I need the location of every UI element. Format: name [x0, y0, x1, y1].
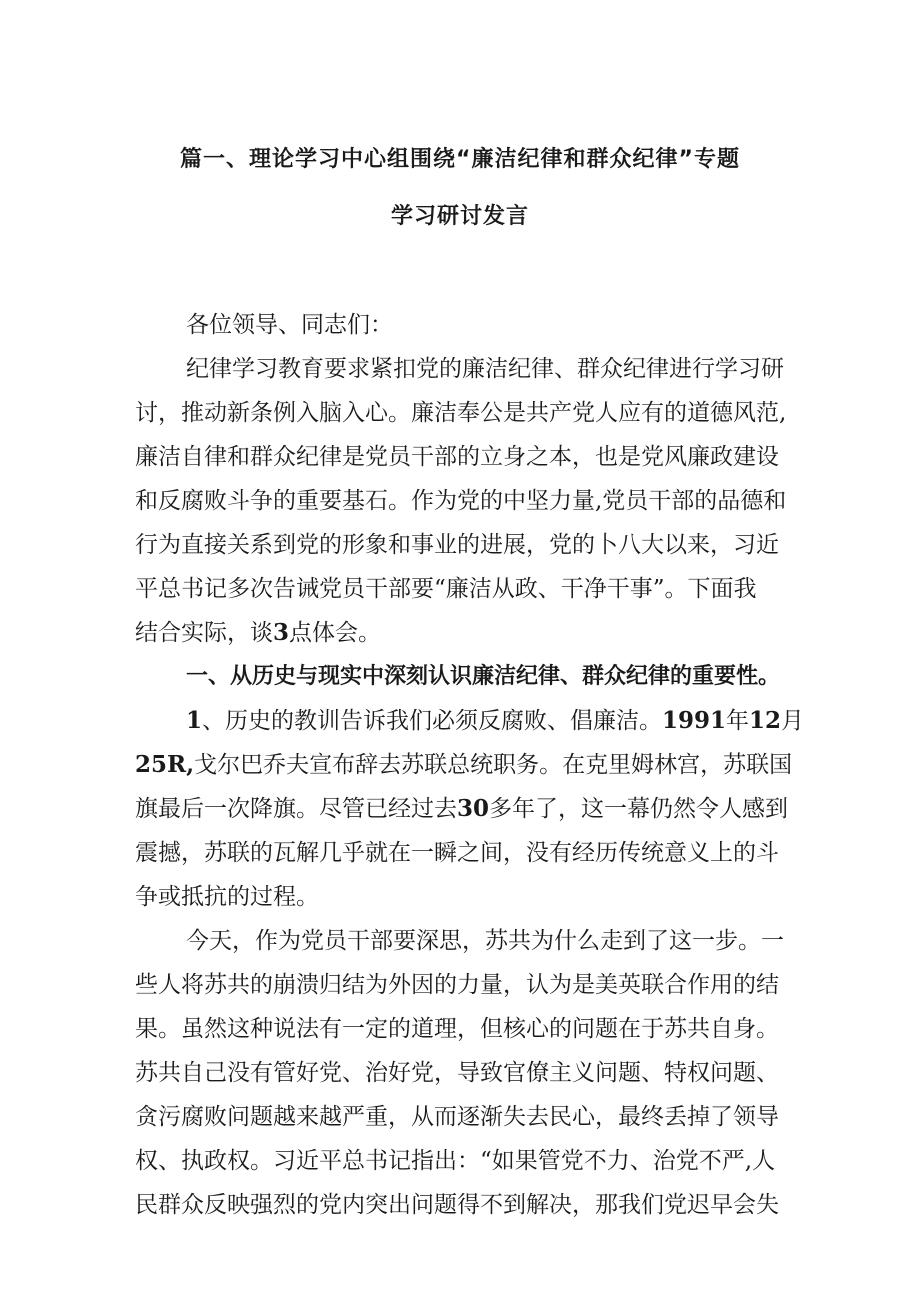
- number-span: 25R,: [135, 751, 195, 778]
- paragraph-1-line: 行为直接关系到党的形象和事业的进展，党的卜八大以来，习近: [135, 532, 779, 558]
- number-span: 12: [749, 707, 782, 734]
- paragraph-3-line: 今天，作为党员干部要深思，苏共为什么走到了这一步。一: [186, 928, 784, 954]
- text-span: 多年了，这一幕仍然令人感到: [489, 796, 789, 822]
- text-span: 点体会。: [289, 620, 382, 646]
- section-heading-1: 一、从历史与现实中深刻认识廉洁纪律、群众纪律的重要性。: [186, 664, 781, 689]
- document-title-line2: 学习研讨发言: [390, 204, 529, 229]
- paragraph-3-line: 权、执政权。习近平总书记指出：“如果管党不力、治党不严,人: [135, 1148, 776, 1174]
- paragraph-2-line: 争或抵抗的过程。: [135, 884, 319, 910]
- salutation: 各位领导、同志们：: [186, 312, 393, 338]
- number-span: 1: [186, 707, 203, 734]
- document-title-line1: 篇一、理论学习中心组围绕“廉洁纪律和群众纪律”专题: [180, 147, 740, 172]
- paragraph-1-line: 讨，推动新条例入脑入心。廉洁奉公是共产党人应有的道德风范,: [135, 400, 787, 426]
- paragraph-1-line: 纪律学习教育要求紧扣党的廉洁纪律、群众纪律进行学习研: [186, 356, 784, 382]
- paragraph-2-line: [135, 743, 792, 787]
- paragraph-3-line: 苏共自己没有管好党、治好党，导致官僚主义问题、特权问题、: [135, 1060, 779, 1086]
- paragraph-3-line: 果。虽然这种说法有一定的道理，但核心的问题在于苏共自身。: [135, 1016, 779, 1042]
- text-span: 、历史的教训告诉我们必须反腐败、倡廉洁。: [202, 708, 663, 734]
- number-span: 30: [457, 795, 490, 822]
- paragraph-1-last-line: [135, 611, 381, 655]
- text-span: 旗最后一次降旗。尽管已经过去: [135, 796, 457, 822]
- paragraph-2-line: 震撼，苏联的瓦解几乎就在一瞬之间，没有经历传统意义上的斗: [135, 840, 779, 866]
- paragraph-2-line: [186, 699, 804, 743]
- paragraph-3-line: 民群众反映强烈的党内突出问题得不到解决，那我们党迟早会失: [135, 1192, 779, 1218]
- paragraph-1-line: 廉洁自律和群众纪律是党员干部的立身之本，也是党风廉政建设: [135, 444, 779, 470]
- number-span: 1991: [662, 707, 727, 734]
- text-span: 戈尔巴乔夫宣布辞去苏联总统职务。在克里姆林宫，苏联国: [194, 752, 793, 778]
- text-span: 年: [726, 708, 750, 734]
- paragraph-1-line: 平总书记多次告诫党员干部要“廉洁从政、干净干事”。下面我: [135, 576, 757, 602]
- paragraph-3-line: 些人将苏共的崩溃归结为外因的力量，认为是美英联合作用的结: [135, 972, 779, 998]
- text-span: 月: [781, 708, 805, 734]
- text-span: 结合实际，谈: [135, 620, 273, 646]
- paragraph-3-line: 贪污腐败问题越来越严重，从而逐渐失去民心，最终丢掉了领导: [135, 1104, 779, 1130]
- paragraph-2-line: [135, 787, 788, 831]
- number-span: 3: [273, 619, 290, 646]
- paragraph-1-line: 和反腐败斗争的重要基石。作为党的中坚力量,党员干部的品德和: [135, 488, 787, 514]
